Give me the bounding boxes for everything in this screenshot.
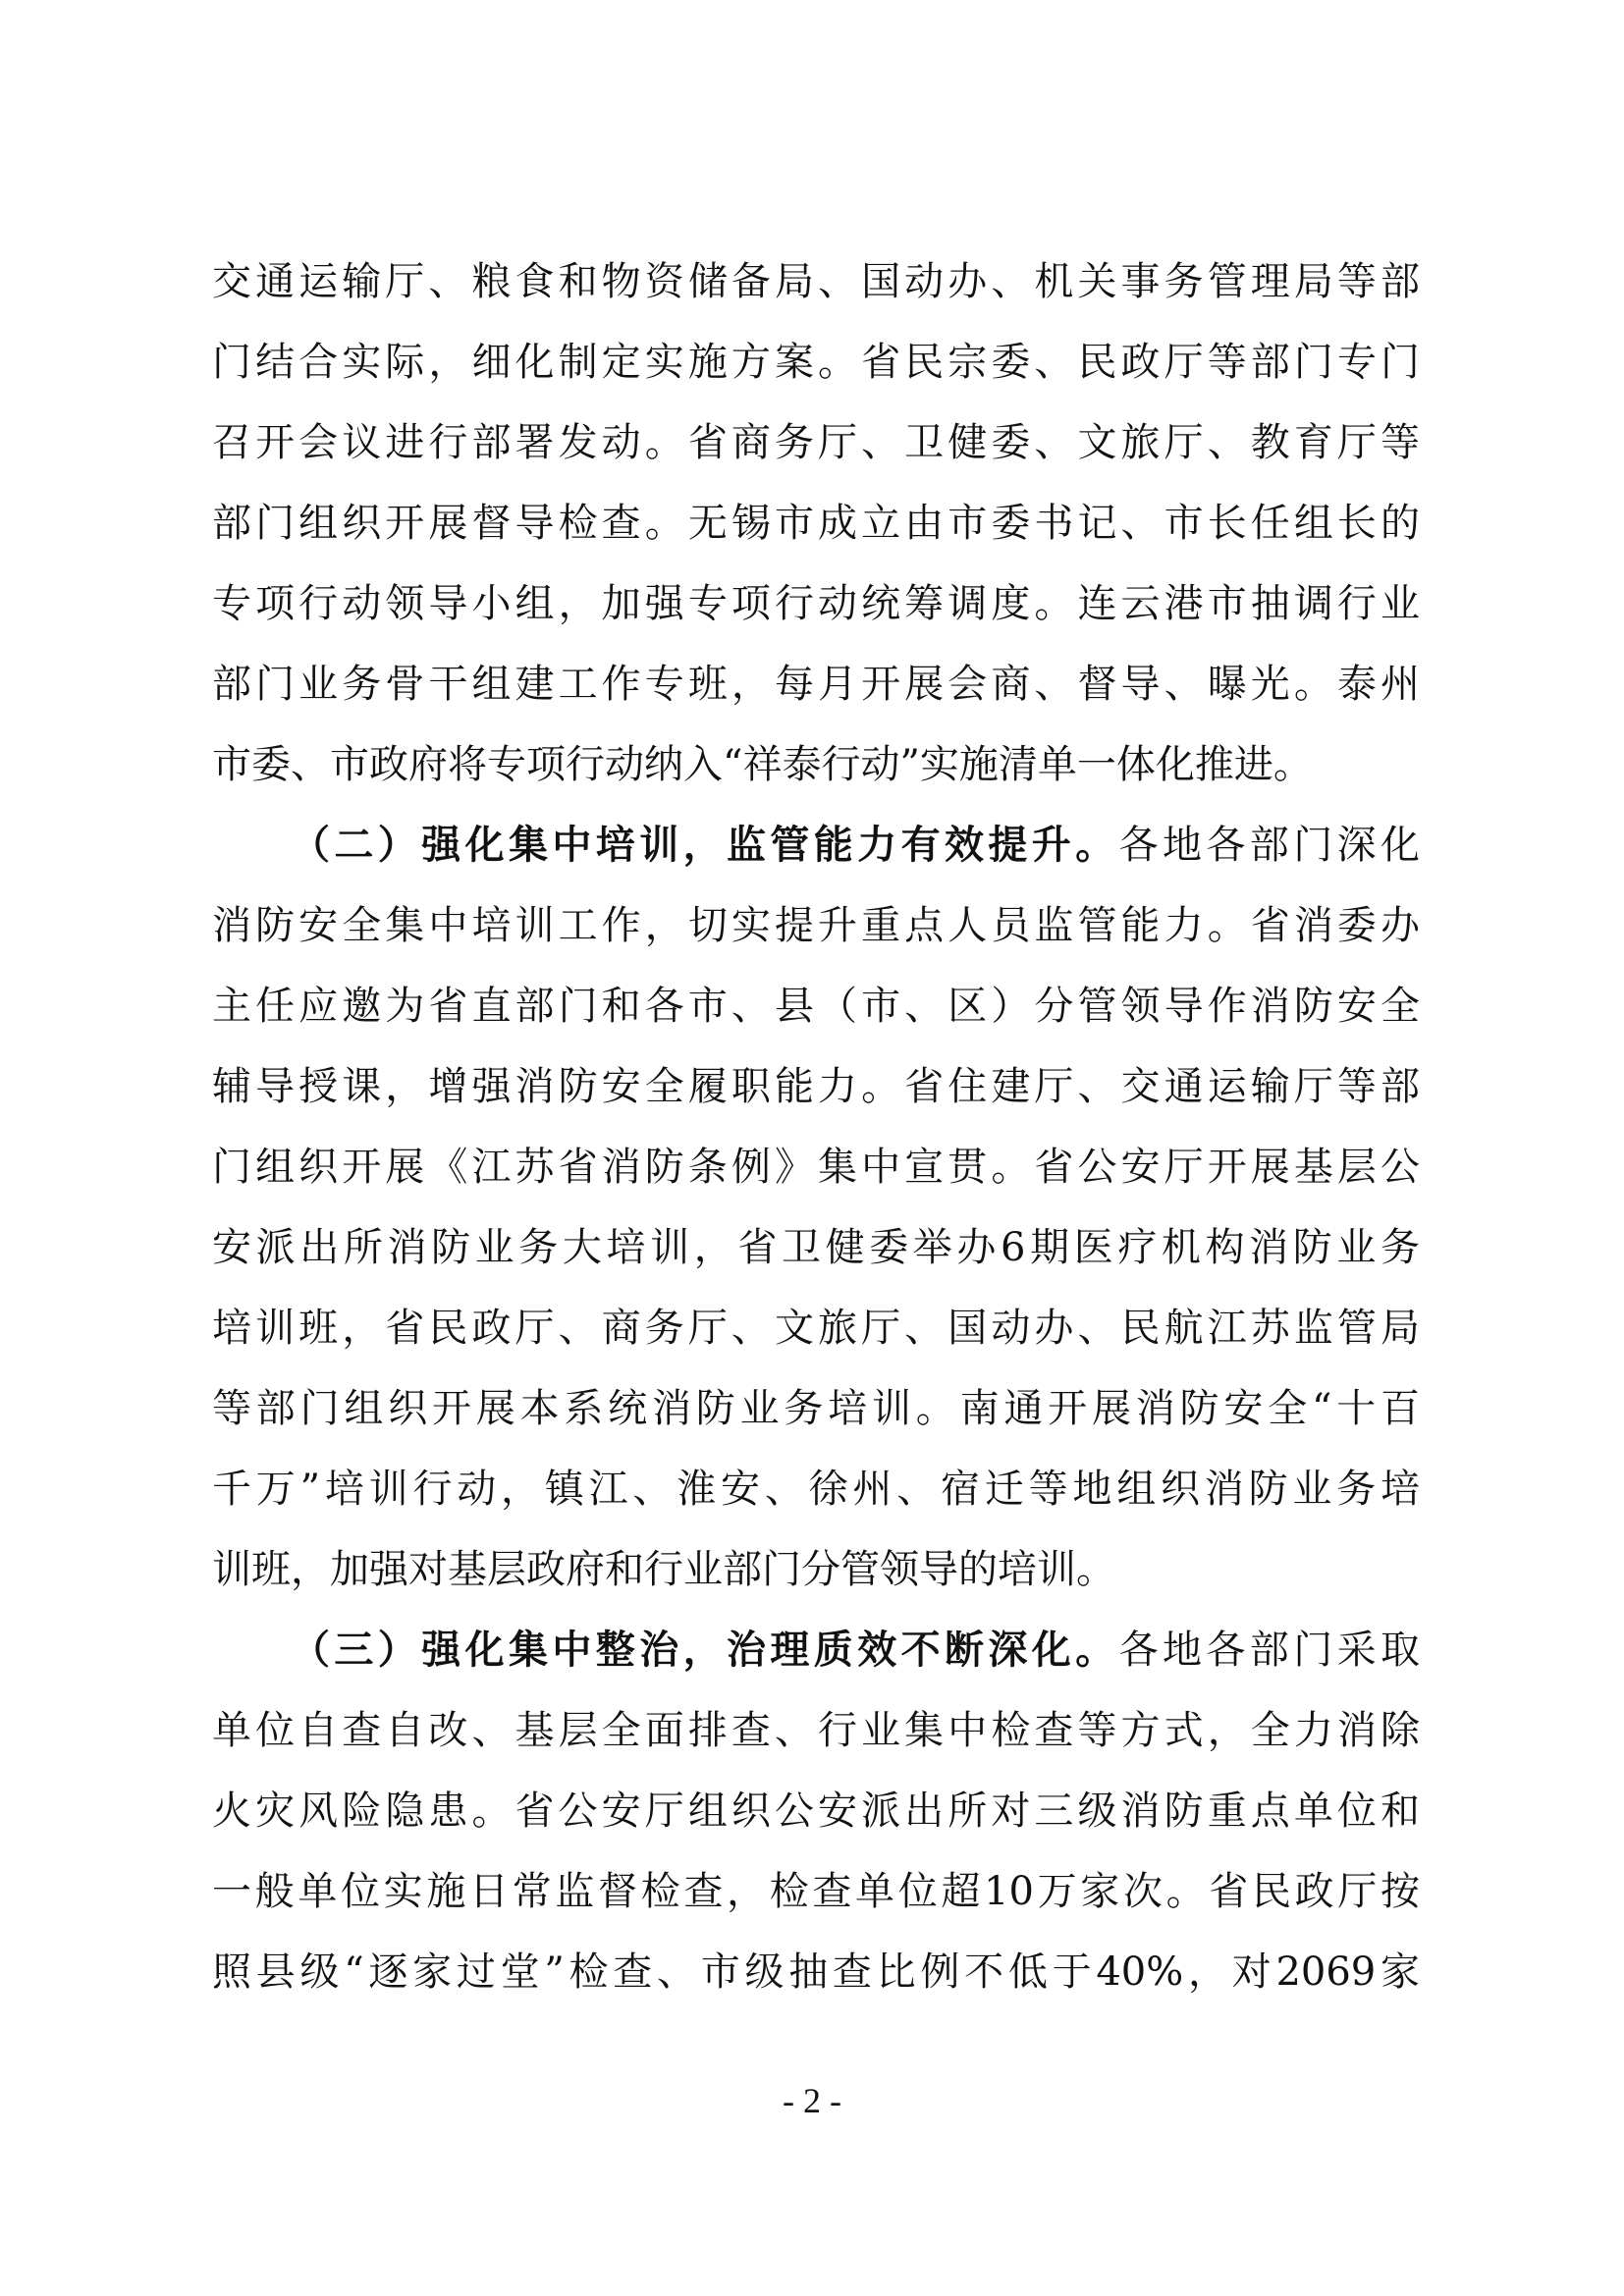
text-line: 门结合实际，细化制定实施方案。省民宗委、民政厅等部门专门	[212, 340, 1420, 385]
text-line: 部门业务骨干组建工作专班，每月开展会商、督导、曝光。泰州	[212, 662, 1420, 707]
section-heading: （二）强化集中培训，监管能力有效提升。	[291, 822, 1119, 868]
text-line: 召开会议进行部署发动。省商务厅、卫健委、文旅厅、教育厅等	[212, 420, 1420, 465]
paragraph-1	[212, 241, 1420, 805]
paragraph-2	[212, 805, 1420, 1610]
text-line: 火灾风险隐患。省公安厅组织公安派出所对三级消防重点单位和	[212, 1789, 1420, 1834]
text-line: 市委、市政府将专项行动纳入“祥泰行动”实施清单一体化推进。	[212, 742, 1313, 787]
text-line: 主任应邀为省直部门和各市、县（市、区）分管领导作消防安全	[212, 984, 1420, 1029]
document-body	[212, 241, 1420, 2012]
text-line: 消防安全集中培训工作，切实提升重点人员监管能力。省消委办	[212, 903, 1420, 948]
page-number: - 2 -	[783, 2081, 841, 2120]
text-line: 等部门组织开展本系统消防业务培训。南通开展消防安全“十百	[212, 1386, 1420, 1431]
paragraph-first-line	[212, 1610, 1420, 1690]
text-line: 培训班，省民政厅、商务厅、文旅厅、国动办、民航江苏监管局	[212, 1306, 1420, 1351]
text-run: 各地各部门采取	[1118, 1628, 1421, 1673]
text-line: 训班，加强对基层政府和行业部门分管领导的培训。	[212, 1547, 1115, 1592]
text-line: 门组织开展《江苏省消防条例》集中宣贯。省公安厅开展基层公	[212, 1145, 1420, 1190]
text-line: 照县级“逐家过堂”检查、市级抽查比例不低于40%，对2069家	[212, 1949, 1420, 1995]
text-run: 各地各部门深化	[1118, 823, 1421, 868]
paragraph-3	[212, 1610, 1420, 2012]
text-line: 交通运输厅、粮食和物资储备局、国动办、机关事务管理局等部	[212, 259, 1420, 304]
text-line: 专项行动领导小组，加强专项行动统筹调度。连云港市抽调行业	[212, 581, 1420, 626]
text-line: 部门组织开展督导检查。无锡市成立由市委书记、市长任组长的	[212, 501, 1420, 546]
paragraph-first-line	[212, 805, 1420, 885]
text-line: 千万”培训行动，镇江、淮安、徐州、宿迁等地组织消防业务培	[212, 1467, 1420, 1512]
text-line: 一般单位实施日常监督检查，检查单位超10万家次。省民政厅按	[212, 1869, 1420, 1914]
text-line: 辅导授课，增强消防安全履职能力。省住建厅、交通运输厅等部	[212, 1064, 1420, 1109]
text-line: 单位自查自改、基层全面排查、行业集中检查等方式，全力消除	[212, 1708, 1420, 1753]
section-heading: （三）强化集中整治，治理质效不断深化。	[291, 1627, 1119, 1673]
text-line: 安派出所消防业务大培训，省卫健委举办6期医疗机构消防业务	[212, 1225, 1420, 1270]
